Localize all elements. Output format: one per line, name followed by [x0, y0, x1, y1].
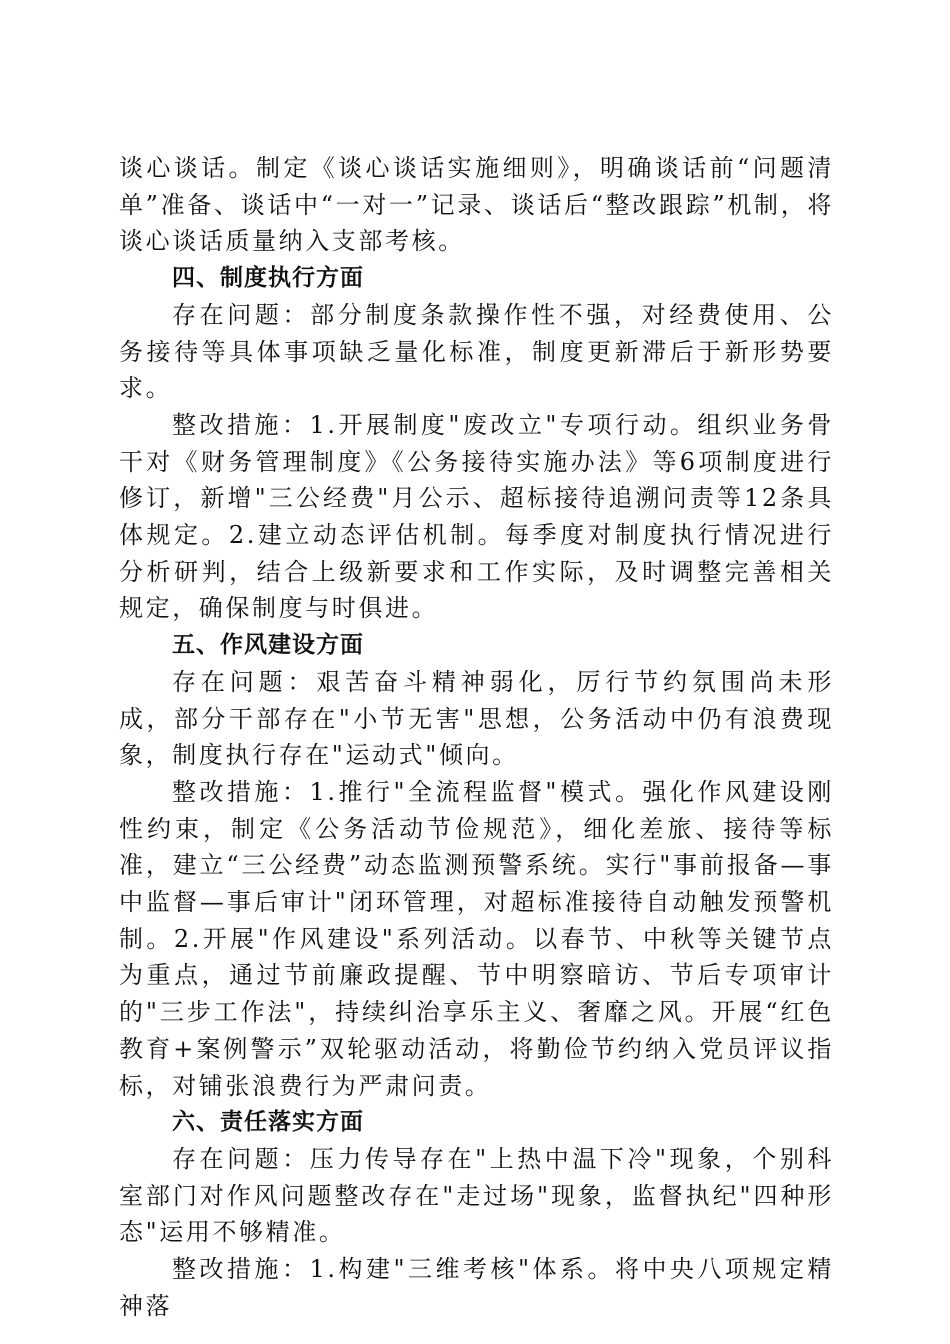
section-heading-work-style: 五、作风建设方面 [172, 632, 364, 659]
measures-paragraph-work-style: 整改措施：1.推行"全流程监督"模式。强化作风建设刚性约束，制定《公务活动节俭规范》，细化差旅、接待等标准，建立“三公经费”动态监测预警系统。实行"事前报备—事中监督—事后审计"闭环管理，对超标准接待自动触发预警机制。2.开展"作风建设"系列活动。以春节、中秋等关键节点为重点，通过节前廉政提醒、节中明察暗访、节后专项审计的"三步工作法"，持续纠治享乐主义、奢靡之风。开展“红色教育+案例警示”双轮驱动活动，将勤俭节约纳入党员评议指标，对铺张浪费行为严肃问责。 [119, 777, 834, 1100]
measures-paragraph-institution: 整改措施：1.开展制度"废改立"专项行动。组织业务骨干对《财务管理制度》《公务接待实施办法》等6项制度进行修订，新增"三公经费"月公示、超标接待追溯问责等12条具体规定。2.建立动态评估机制。每季度对制度执行情况进行分析研判，结合上级新要求和工作实际，及时调整完善相关规定，确保制度与时俱进。 [119, 410, 834, 623]
problem-paragraph-work-style: 存在问题：艰苦奋斗精神弱化，厉行节约氛围尚未形成，部分干部存在"小节无害"思想，公务活动中仍有浪费现象，制度执行存在"运动式"倾向。 [119, 667, 834, 770]
problem-paragraph-institution: 存在问题：部分制度条款操作性不强，对经费使用、公务接待等具体事项缺乏量化标准，制度更新滞后于新形势要求。 [119, 300, 834, 403]
section-heading-responsibility: 六、责任落实方面 [172, 1109, 364, 1136]
problem-paragraph-responsibility: 存在问题：压力传导存在"上热中温下冷"现象，个别科室部门对作风问题整改存在"走过场"现象，监督执纪"四种形态"运用不够精准。 [119, 1144, 834, 1247]
document-body [119, 150, 834, 1325]
measures-paragraph-responsibility: 整改措施：1.构建"三维考核"体系。将中央八项规定精神落 [119, 1255, 834, 1320]
continuation-paragraph: 谈心谈话。制定《谈心谈话实施细则》，明确谈话前“问题清单”准备、谈话中“一对一”记录、谈话后“整改跟踪”机制，将谈心谈话质量纳入支部考核。 [119, 154, 834, 256]
section-heading-institution: 四、制度执行方面 [172, 265, 364, 292]
